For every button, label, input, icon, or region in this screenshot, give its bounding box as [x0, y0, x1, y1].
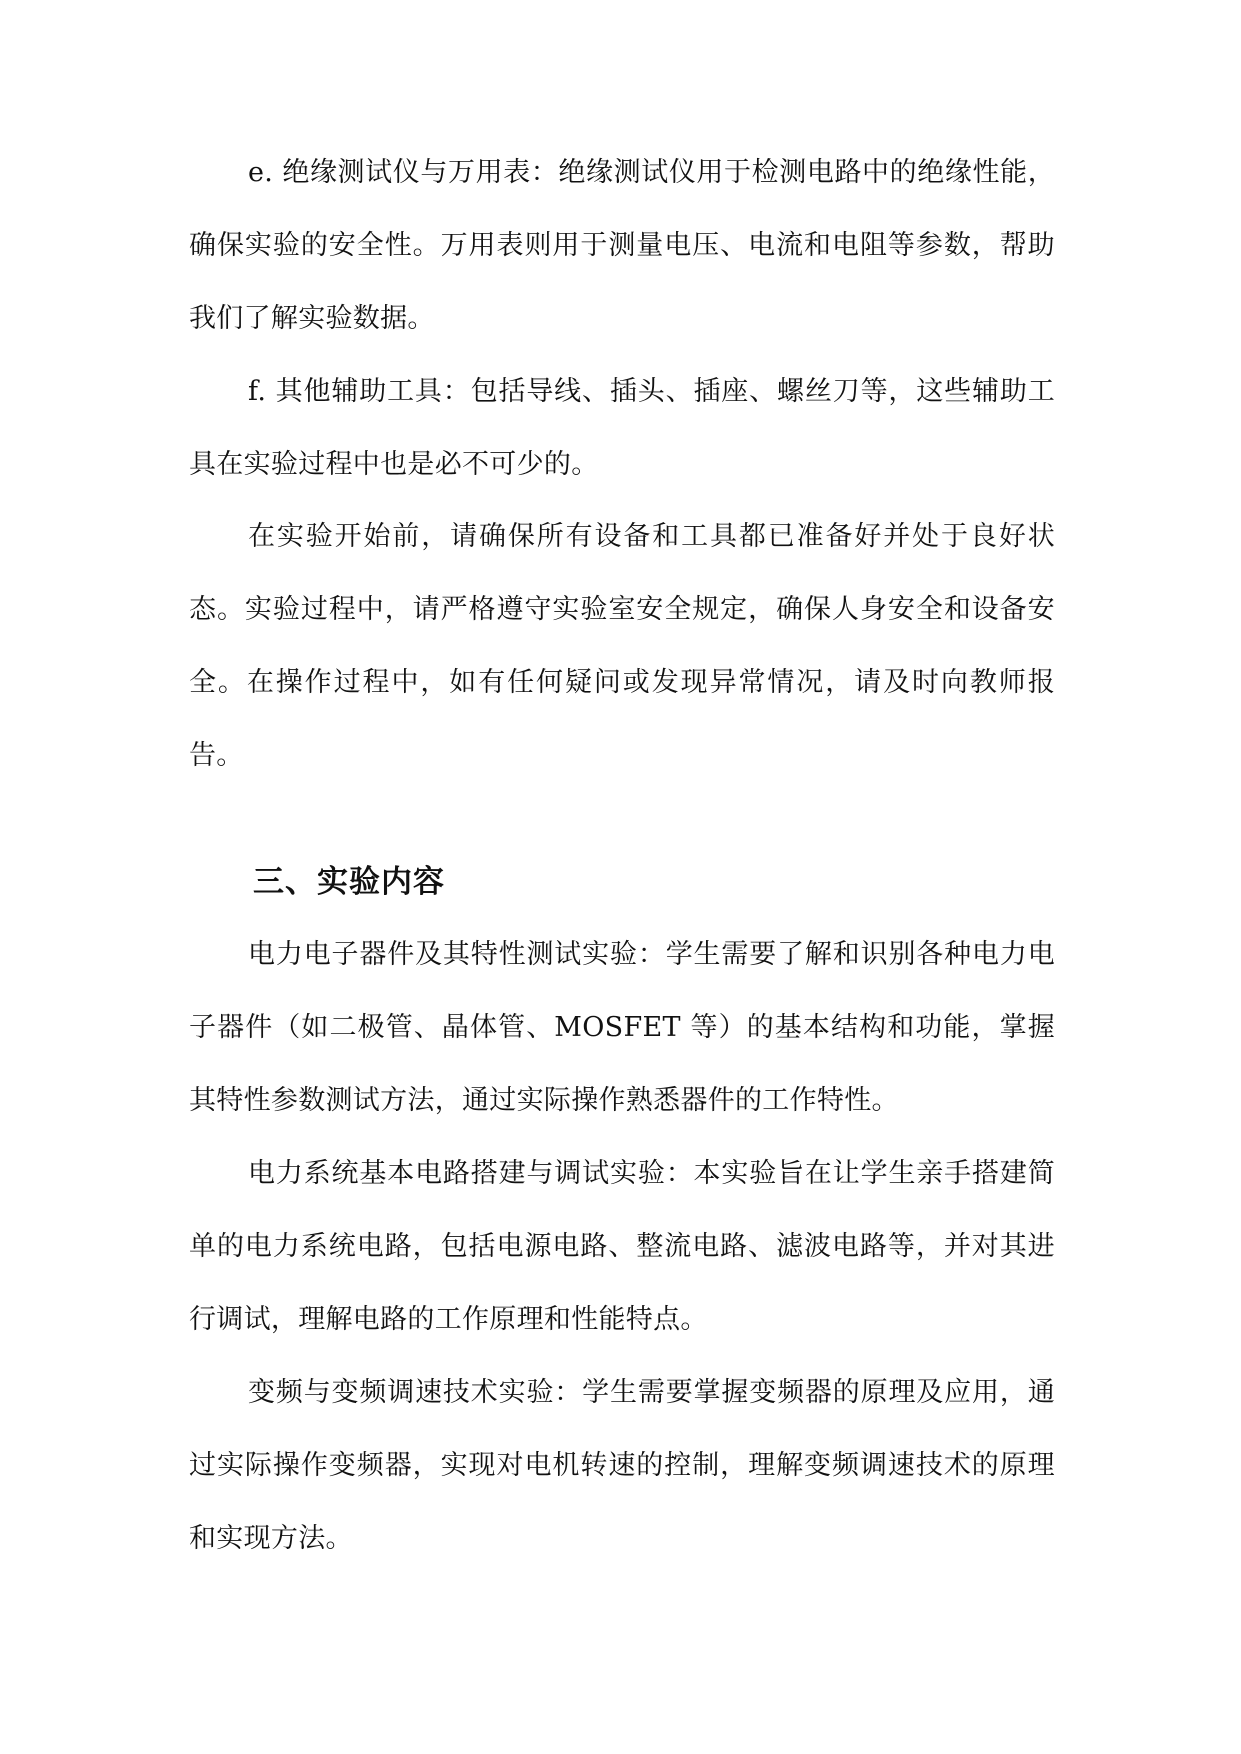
paragraph-insulation-tester: e. 绝缘测试仪与万用表：绝缘测试仪用于检测电路中的绝缘性能，确保实验的安全性。万用表则用于测量电压、电流和电阻等参数，帮助我们了解实验数据。 [189, 157, 1055, 334]
section-heading-experiment-content: 三、实验内容 [253, 864, 445, 900]
paragraph-auxiliary-tools: f. 其他辅助工具：包括导线、插头、插座、螺丝刀等，这些辅助工具在实验过程中也是必不可少的。 [189, 376, 1055, 480]
paragraph-circuit-building-experiment: 电力系统基本电路搭建与调试实验：本实验旨在让学生亲手搭建简单的电力系统电路，包括电源电路、整流电路、滤波电路等，并对其进行调试，理解电路的工作原理和性能特点。 [189, 1158, 1055, 1335]
paragraph-frequency-conversion-experiment: 变频与变频调速技术实验：学生需要掌握变频器的原理及应用，通过实际操作变频器，实现对电机转速的控制，理解变频调速技术的原理和实现方法。 [189, 1377, 1055, 1554]
paragraph-safety-notice: 在实验开始前，请确保所有设备和工具都已准备好并处于良好状态。实验过程中，请严格遵守实验室安全规定，确保人身安全和设备安全。在操作过程中，如有任何疑问或发现异常情况，请及时向教师报告。 [189, 521, 1055, 771]
paragraph-power-electronics-experiment: 电力电子器件及其特性测试实验：学生需要了解和识别各种电力电子器件（如二极管、晶体管、MOSFET 等）的基本结构和功能，掌握其特性参数测试方法，通过实际操作熟悉器件的工作特性。 [189, 939, 1055, 1116]
